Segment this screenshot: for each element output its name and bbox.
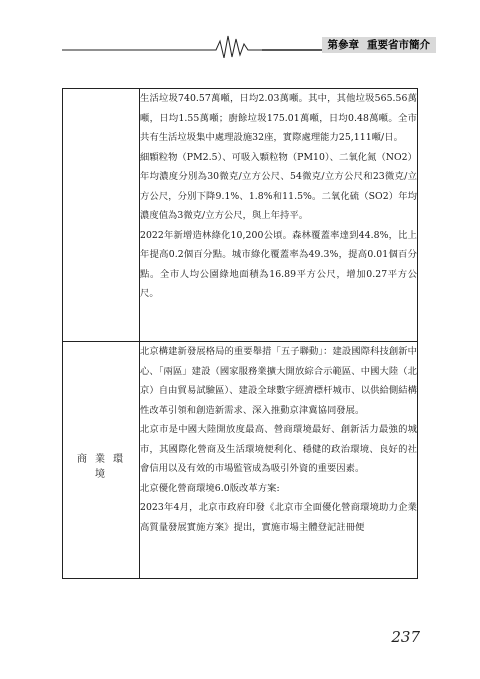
paragraph: 細顆粒物（PM2.5）、可吸入顆粒物（PM10）、二氧化氮（NO2）年均濃度分別為30微克/立方公尺、54微克/立方公尺和23微克/立方公尺，分別下降9.1%、1.8%和11.5%。二氧化硫（SO2）年均濃度值為3微克/立方公尺，與上年持平。	[140, 151, 417, 221]
paragraph: 2023年4月，北京市政府印發《北京市全面優化營商環境助力企業高質量發展實施方案》提出，實施市場主體登記註冊便	[140, 502, 417, 533]
row-label	[63, 89, 139, 197]
row-content-cell	[140, 342, 418, 579]
paragraph: 北京優化營商環境6.0版改革方案:	[140, 482, 280, 494]
paragraph: 北京構建新發展格局的重要舉措「五子聯動」：建設國際科技創新中心、「兩區」建設（國家服務業擴大開放綜合示範區、中國大陸（北京）自由貿易試驗區）、建設全球數字經濟標杆城市、以供給側結構性改革引領和創造新需求、深入推動京津冀協同發展。	[140, 346, 417, 416]
paragraph: 生活垃圾740.57萬噸，日均2.03萬噸。其中，其他垃圾565.56萬噸，日均1.55萬噸；廚餘垃圾175.01萬噸，日均0.48萬噸。全市共有生活垃圾集中處理設施32座，實際處理能力25,111噸/日。	[140, 93, 417, 143]
page-header	[0, 28, 480, 58]
table-row	[63, 89, 418, 342]
chapter-number: 第參章	[327, 39, 359, 51]
chapter-name: 重要省市簡介	[367, 39, 430, 51]
row-label-cell	[63, 342, 140, 579]
paragraph: 北京市是中國大陸開放度最高、營商環境最好、創新活力最強的城市，其國際化營商及生活環境便利化、穩健的政治環境、良好的社會信用以及有效的市場監管成為吸引外資的重要因素。	[140, 424, 417, 474]
page-number: 237	[391, 628, 420, 646]
row-label-cell	[63, 89, 140, 342]
content-table	[62, 88, 418, 579]
row-content-cell	[140, 89, 418, 342]
paragraph: 2022年新增造林綠化10,200公頃。森林覆蓋率達到44.8%，比上年提高0.2個百分點。城市綠化覆蓋率為49.3%，提高0.01個百分點。全市人均公園綠地面積為16.89平方公尺，增加0.27平方公尺。	[140, 229, 417, 299]
chapter-title	[322, 37, 437, 53]
row-label-business-environment: 商業環境	[77, 454, 131, 480]
table-row	[63, 342, 418, 579]
